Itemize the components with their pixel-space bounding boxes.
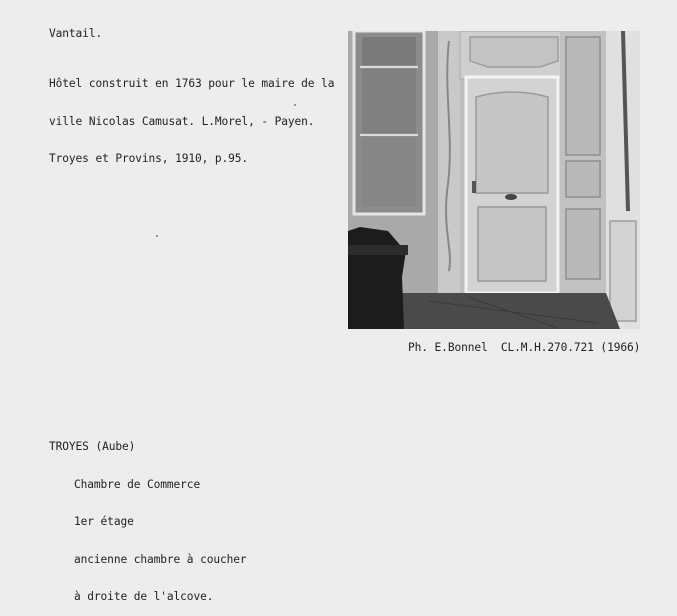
card-title: Vantail. xyxy=(49,27,103,40)
location-block xyxy=(49,416,247,616)
description-line: ville Nicolas Camusat. L.Morel, - Payen. xyxy=(49,114,315,128)
description-block xyxy=(49,53,334,178)
description-line: Troyes et Provins, 1910, p.95. xyxy=(49,152,249,165)
paper-speck xyxy=(156,235,158,237)
description-line: Hôtel construit en 1763 pour le maire de la xyxy=(49,77,335,90)
location-line: Chambre de Commerce xyxy=(74,477,201,491)
location-line: à droite de l'alcove. xyxy=(74,590,214,603)
location-city: TROYES (Aube) xyxy=(49,440,136,453)
photo-credit: Ph. E.Bonnel CL.M.H.270.721 (1966) xyxy=(408,341,641,354)
location-line: 1er étage xyxy=(74,515,134,528)
location-line: ancienne chambre à coucher xyxy=(74,552,247,566)
door-photograph xyxy=(348,31,640,329)
paper-speck xyxy=(294,104,296,106)
